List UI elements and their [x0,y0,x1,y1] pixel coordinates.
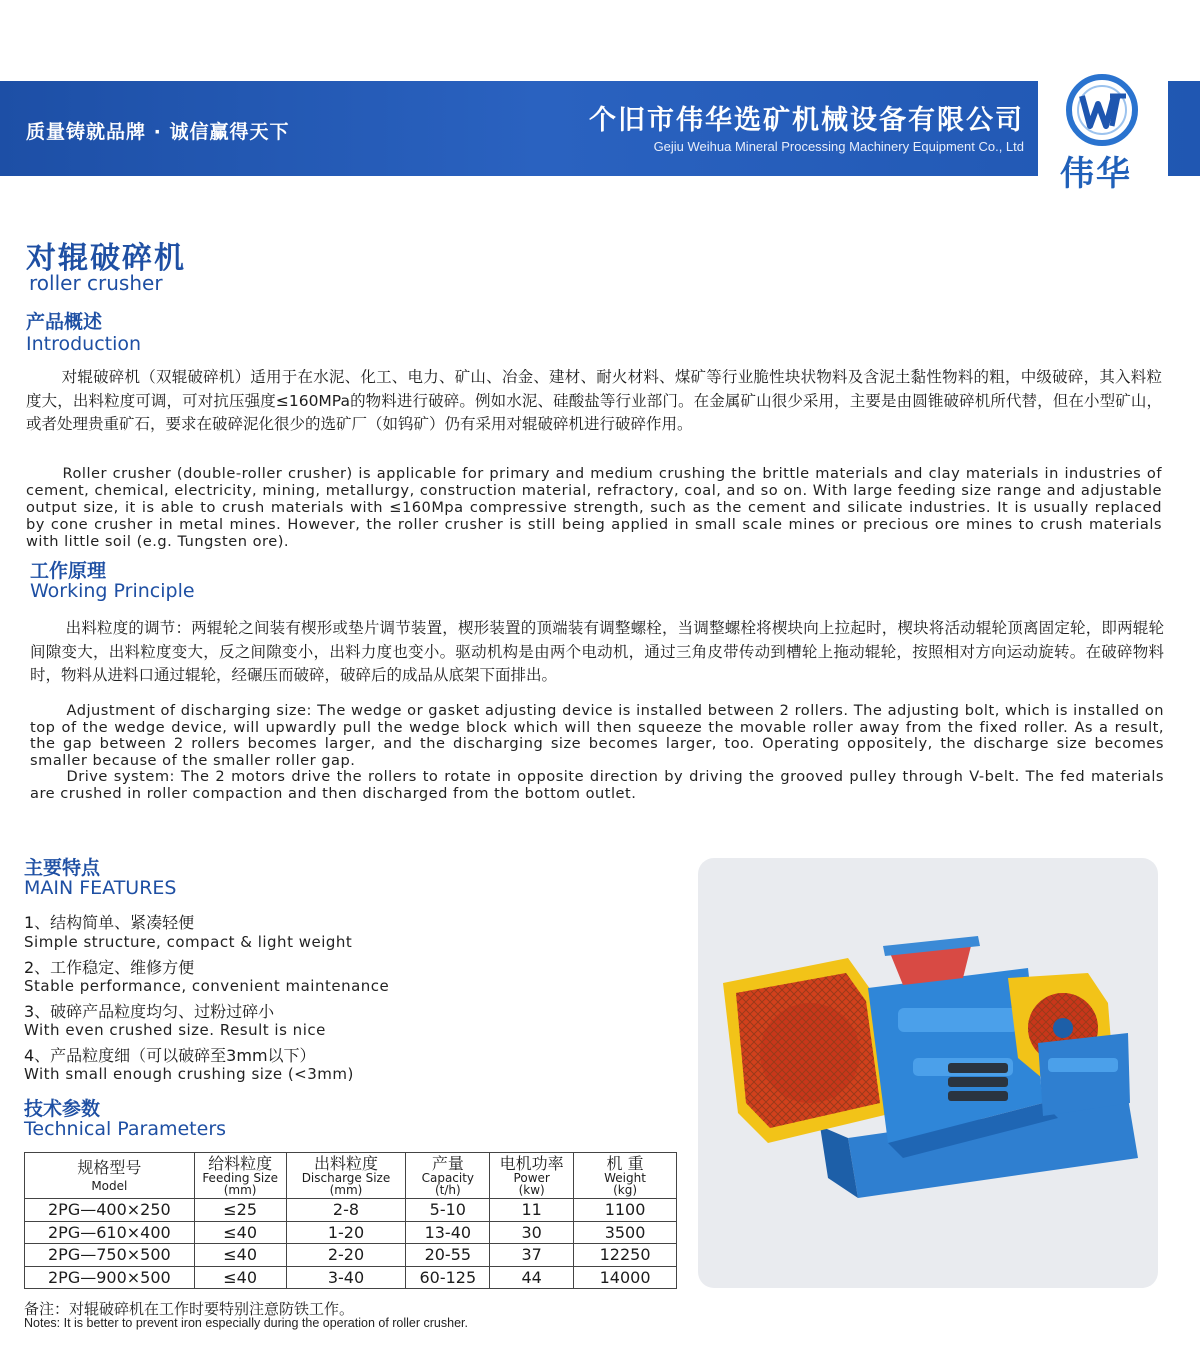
company-name-en: Gejiu Weihua Mineral Processing Machinery Equipment Co., Ltd [653,139,1024,154]
table-cell-model: 2PG—610×400 [25,1221,195,1244]
logo-emblem-icon [1066,74,1138,146]
product-title-en: roller crusher [29,271,163,295]
column-header-model [25,1153,195,1199]
company-logo [1038,66,1168,194]
column-header-capacity [406,1153,490,1199]
table-header-row [25,1153,677,1199]
feature-item-cn: 1、结构简单、紧凑轻便 [24,913,195,932]
column-header-cn: 机 重 [606,1153,644,1173]
roller-crusher-illustration [698,858,1158,1288]
introduction-text-en: Roller crusher (double-roller crusher) is applicable for primary and medium crushing the brittle materials and clay materials in industries of cement, chemical, electricity, mining, metallurgy, construction material, refractory, coal, and so on. With large feeding size range and adjustable output size, it is able to crush materials with ≤160Mpa compressive strength, such as the cement and silicate industries. It is usually replaced by cone crusher in metal mines. However, the roller crusher is still being applied in small scale mines or precious ore mines to crush materials with little soil (e.g. Tungsten ore). [26,465,1162,550]
table-cell-power: 11 [490,1199,574,1222]
table-row [25,1244,677,1267]
column-header-unit: (mm) [223,1182,257,1197]
table-cell-feeding-size: ≤40 [194,1221,286,1244]
table-cell-capacity: 5-10 [406,1199,490,1222]
working-principle-text-cn: 出料粒度的调节：两辊轮之间装有楔形或垫片调节装置，楔形装置的顶端装有调整螺栓，当调整螺栓将楔块向上拉起时，楔块将活动辊轮顶离固定轮，即两辊轮间隙变大，出料粒度变大，反之间隙变小，出料力度也变小。驱动机构是由两个电动机，通过三角皮带传动到槽轮上拖动辊轮，按照相对方向运动旋转。在破碎物料时，物料从进料口通过辊轮，经碾压而破碎，破碎后的成品从底架下面排出。 [30,619,1164,684]
column-header-unit: (kw) [518,1182,545,1197]
column-header-power [490,1153,574,1199]
column-header-discharge-size [286,1153,406,1199]
column-header-weight [574,1153,677,1199]
column-header-en: Power [513,1170,550,1185]
working-principle-text-en-drive: Drive system: The 2 motors drive the rollers to rotate in opposite direction by driving the grooved pulley through V-belt. The fed materials are crushed in roller compaction and then discharged from the bottom outlet. [30,768,1164,802]
feature-item-cn: 3、破碎产品粒度均匀、过粉过碎小 [24,1002,275,1021]
product-title-cn: 对辊破碎机 [26,241,186,276]
feature-item-cn: 2、工作稳定、维修方便 [24,958,195,977]
working-principle-text-en-adjustment: Adjustment of discharging size: The wedge or gasket adjusting device is installed between 2 rollers. The adjusting bolt, which is installed on top of the wedge device, will upwardly pull the wedge block which will then squeeze the movable roller away from the fixed roller. As a result, the gap between 2 rollers becomes larger, and the discharging size becomes larger, too. Operating oppositely, the discharge size becomes smaller because of the smaller roller gap. [30,702,1164,769]
logo-text: 伟华 [1060,154,1132,194]
product-photo [698,858,1158,1288]
column-header-unit: (mm) [329,1182,363,1197]
introduction-text-cn: 对辊破碎机（双辊破碎机）适用于在水泥、化工、电力、矿山、冶金、建材、耐火材料、煤矿等行业脆性块状物料及含泥土黏性物料的粗，中级破碎，其入料粒度大，出料粒度可调，可对抗压强度≤160MPa的物料进行破碎。例如水泥、硅酸盐等行业部门。在金属矿山很少采用，主要是由圆锥破碎机所代替，但在小型矿山，或者处理贵重矿石，要求在破碎泥化很少的选矿厂（如钨矿）仍有采用对辊破碎机进行破碎作用。 [26,368,1162,433]
column-header-unit: (kg) [613,1182,638,1197]
feature-item-en: Simple structure, compact & light weight [24,933,353,951]
table-cell-feeding-size: ≤40 [194,1266,286,1289]
feature-item-en: Stable performance, convenient maintenance [24,977,390,995]
feature-item-cn: 4、产品粒度细（可以破碎至3mm以下） [24,1046,316,1065]
note-en: Notes: It is better to prevent iron especially during the operation of roller crusher. [24,1316,468,1330]
table-cell-feeding-size: ≤25 [194,1199,286,1222]
table-cell-weight: 14000 [574,1266,677,1289]
column-header-cn: 电机功率 [499,1153,564,1173]
working-principle-heading-en: Working Principle [30,580,195,602]
table-cell-power: 30 [490,1221,574,1244]
technical-parameters-heading-cn: 技术参数 [24,1098,101,1120]
table-cell-model: 2PG—400×250 [25,1199,195,1222]
introduction-heading-cn: 产品概述 [26,311,103,333]
column-header-cn: 规格型号 [77,1157,142,1177]
header-banner [0,81,1200,176]
column-header-en: Feeding Size [202,1170,278,1185]
slogan: 质量铸就品牌 · 诚信赢得天下 [26,121,290,143]
note-cn: 备注：对辊破碎机在工作时要特别注意防铁工作。 [24,1300,355,1318]
table-cell-weight: 12250 [574,1244,677,1267]
feature-item-en: With small enough crushing size (<3mm) [24,1065,354,1083]
table-row [25,1221,677,1244]
table-cell-weight: 1100 [574,1199,677,1222]
column-header-cn: 给料粒度 [208,1153,273,1173]
table-cell-capacity: 60-125 [406,1266,490,1289]
company-name-cn: 个旧市伟华选矿机械设备有限公司 [589,105,1024,136]
table-cell-discharge-size: 2-8 [286,1199,406,1222]
table-cell-power: 44 [490,1266,574,1289]
table-cell-capacity: 20-55 [406,1244,490,1267]
technical-parameters-heading-en: Technical Parameters [24,1118,227,1140]
column-header-en: Capacity [421,1170,475,1185]
table-cell-weight: 3500 [574,1221,677,1244]
table-cell-discharge-size: 1-20 [286,1221,406,1244]
column-header-en: Weight [604,1170,646,1185]
table-row [25,1199,677,1222]
table-cell-discharge-size: 2-20 [286,1244,406,1267]
column-header-en: Model [91,1178,128,1193]
technical-parameters-table [24,1152,677,1289]
table-cell-model: 2PG—900×500 [25,1266,195,1289]
feature-item-en: With even crushed size. Result is nice [24,1021,326,1039]
table-cell-model: 2PG—750×500 [25,1244,195,1267]
table-row [25,1266,677,1289]
column-header-en: Discharge Size [301,1170,391,1185]
introduction-heading-en: Introduction [26,333,142,355]
table-cell-capacity: 13-40 [406,1221,490,1244]
column-header-feeding-size [194,1153,286,1199]
column-header-cn: 出料粒度 [313,1153,378,1173]
table-cell-discharge-size: 3-40 [286,1266,406,1289]
working-principle-heading-cn: 工作原理 [30,560,107,582]
main-features-heading-cn: 主要特点 [24,857,101,879]
table-cell-power: 37 [490,1244,574,1267]
main-features-heading-en: MAIN FEATURES [24,877,177,899]
table-cell-feeding-size: ≤40 [194,1244,286,1267]
column-header-cn: 产量 [431,1153,464,1173]
column-header-unit: (t/h) [434,1182,461,1197]
